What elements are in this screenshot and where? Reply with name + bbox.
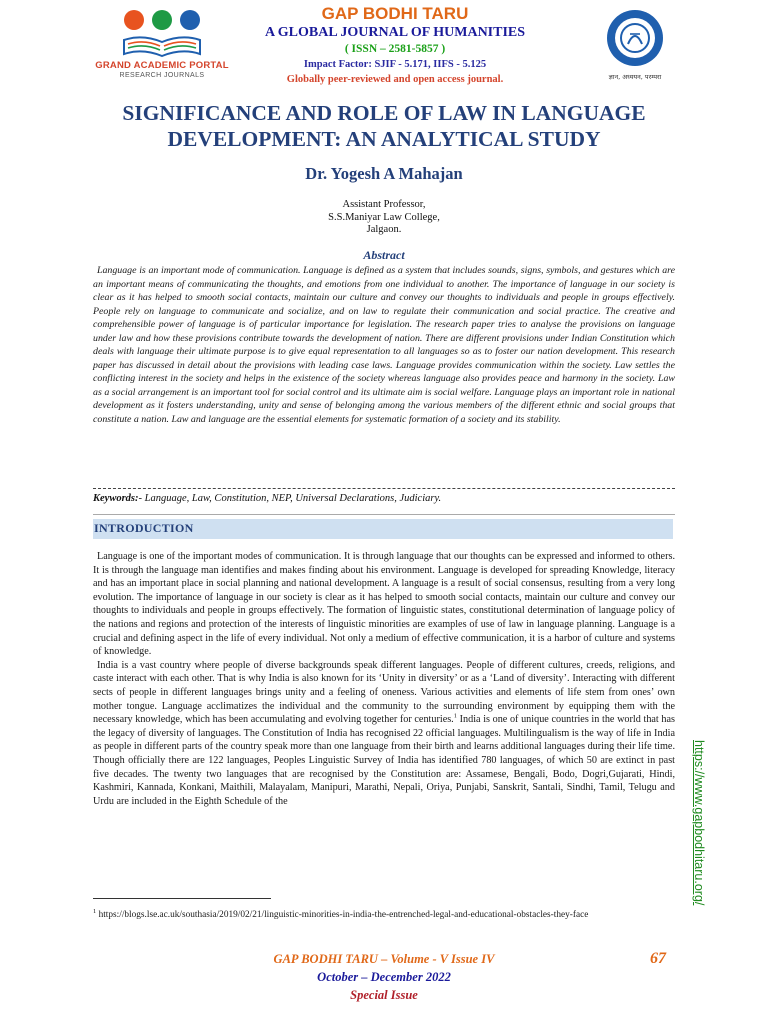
logo-circles-icon xyxy=(122,8,202,32)
footnote xyxy=(93,905,675,922)
introduction-body xyxy=(93,550,675,808)
footer-volume: GAP BODHI TARU – Volume - V Issue IV xyxy=(273,952,495,966)
affiliation-line: S.S.Maniyar Law College, xyxy=(328,211,440,223)
article-title: SIGNIFICANCE AND ROLE OF LAW IN LANGUAGE DEVELOPMENT: AN ANALYTICAL STUDY xyxy=(122,101,646,151)
article-author: Dr. Yogesh A Mahajan xyxy=(305,164,463,183)
page-number: 67 xyxy=(650,950,666,967)
logo-circle-orange xyxy=(124,10,144,30)
footer-date: October – December 2022 xyxy=(317,970,451,984)
logo-name-primary: GRAND ACADEMIC PORTAL xyxy=(95,60,229,71)
journal-website-link[interactable]: https://www.gapbodhitaru.org/ xyxy=(692,740,706,906)
journal-issn: ( ISSN – 2581-5857 ) xyxy=(344,43,446,55)
affiliation-line: Assistant Professor, xyxy=(342,199,426,210)
abstract-divider xyxy=(93,488,675,489)
abstract-heading: Abstract xyxy=(363,248,405,262)
footnote-link[interactable]: https://blogs.lse.ac.uk/southasia/2019/02/21/linguistic-minorities-in-india-the-entrenched-legal-and-educational-obstacles-they-face xyxy=(96,910,589,921)
open-book-icon xyxy=(120,34,204,58)
footnote-reference[interactable]: 1 xyxy=(453,712,457,720)
emblem-seal-icon xyxy=(600,8,670,70)
footnote-mark: 1 xyxy=(93,908,97,915)
emblem-motto: ज्ञान, अध्ययन, परम्परा xyxy=(608,73,662,81)
journal-subtitle: A GLOBAL JOURNAL OF HUMANITIES xyxy=(264,25,526,40)
body-paragraph-part: India is a vast country where people of diverse backgrounds speak different languages. People of different cultures, creeds, religions, and caste interact with each other. That is why India is also known for its ‘Unity in diversity’ or as a ‘Land of diversity’. Interacting with different sects of people in different languages brings unity and a feeling of oneness. Various activities and elements of life stem from ones’ own mother tongue. Language acclimatizes the individual and the community to the surrounding environment by equipping them with the necessary knowledge, which has been accumulating and evolving together for centuries. xyxy=(93,659,675,726)
body-paragraph: Language is one of the important modes of communication. It is through language that our thoughts can be expressed and informed to others. It is through the language man identifies and makes finding about his environment. Language is developed for spreading Knowledge, literacy and has an important place in social planning and national development. A language is a result of social consensus, resulting from a very long evolution. The importance of language in our society is clear as it has helped to smooth social contacts, maintain our culture and convey our thoughts to individuals and people in groups effectively. The formation of linguistic states, constitutional determination of language policy of the nations and regions and protection of the interests of linguistic minorities are examples of use of law in language planning. Language is a crucial and defining aspect in the life of every individual. Not only a medium of effective communication, it is a harbor of culture and systems of knowledge. xyxy=(93,551,675,658)
affiliation-line: Jalgaon. xyxy=(366,224,402,235)
logo-circle-blue xyxy=(180,10,200,30)
body-paragraph xyxy=(93,659,675,809)
keywords-divider xyxy=(93,514,675,515)
keywords-list: - Language, Law, Constitution, NEP, Universal Declarations, Judiciary. xyxy=(138,493,442,504)
logo-name-secondary: RESEARCH JOURNALS xyxy=(119,72,205,79)
footnote-rule xyxy=(93,898,271,899)
footer-special-issue: Special Issue xyxy=(350,988,418,1002)
grand-academic-portal-logo xyxy=(92,8,232,80)
logo-circle-green xyxy=(152,10,172,30)
body-paragraph-part: India is one of unique countries in the world that has the legacy of diversity of languages. The Constitution of India has recognised 22 official languages. Multilingualism is the way of life in India as people in different parts of the country speak more than one language from their birth and learns additional languages during their life time. Though officially there are 122 languages, Peoples Linguistic Survey of India has identified 780 languages, of which 50 are extinct in past five decades. The twenty two languages that are recognised by the Constitution are: Assamese, Bengali, Bodo, Dogri,Gujarati, Hindi, Kashmiri, Kannada, Konkani, Maithili, Malayalam, Manipuri, Marathi, Nepali, Oriya, Punjabi, Sanskrit, Santali, Sindhi, Tamil, Telugu and Urdu are included in the Eighth Schedule of the xyxy=(93,714,675,807)
journal-name: GAP BODHI TARU xyxy=(321,4,469,23)
keywords-label: Keywords: xyxy=(93,493,139,504)
abstract-text: Language is an important mode of communication. Language is defined as a system that includes sounds, signs, symbols, and gestures which are an important means of communicating the thoughts, and emotions from one individual to another. The importance of language in our society is clear as it has helped to smooth social contacts, maintain our culture and convey our thoughts to individuals and people in groups effectively. People rely on language to communicate and socialize, and on law to regulate their communication and social practice. The creative and comprehensible power of language is of particular importance for legislation. The research paper tries to analyse the provisions on language under law and how these provisions contribute towards the development of nation. There are different provisions under Indian Constitution which deals with language their ultimate purpose is to give equal representation to all languages so as to foster our nation development. This research paper has discussed in detail about the provisions with leading case laws. Language provides communication within the society. Law settles the conflicting interest in the society and helps in the existence of the society whereas language also provides peace and harmony in the society. Law as a social arrangement is an important tool for social control and its ultimate aim is social welfare. Language plays an important role in national development as it fosters understanding, unity and sense of belonging among the various members of the different ethnic and social groups that constitute a nation. Law and language are the essential elements for systematic formation of a society and its stability. xyxy=(93,265,675,425)
journal-masthead xyxy=(250,4,540,87)
author-affiliation xyxy=(0,199,768,237)
peer-review-note: Globally peer-reviewed and open access journal. xyxy=(286,74,504,85)
impact-factor: Impact Factor: SJIF - 5.171, IIFS - 5.125 xyxy=(303,59,487,70)
journal-emblem xyxy=(600,8,670,84)
section-heading-introduction: INTRODUCTION xyxy=(94,521,194,535)
keywords xyxy=(93,493,675,504)
